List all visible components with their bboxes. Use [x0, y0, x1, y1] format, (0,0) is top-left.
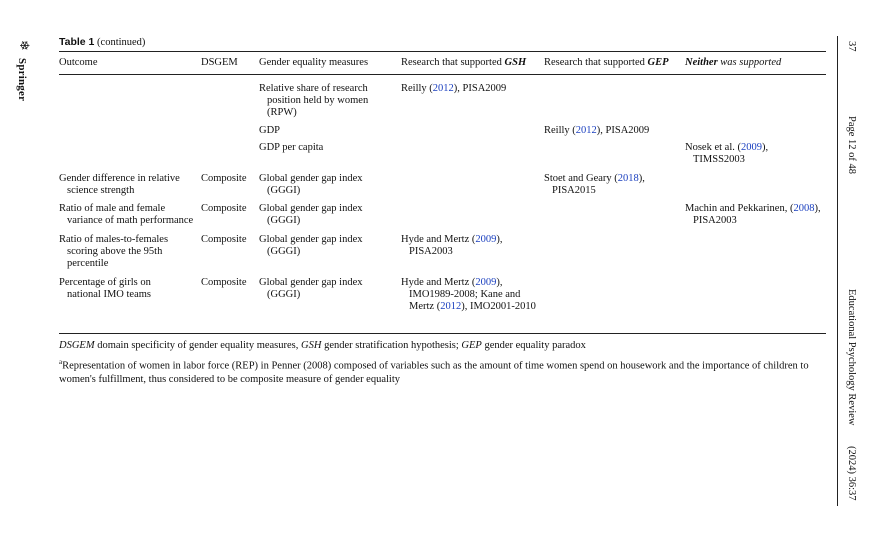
page-of: Page 12 of 48 [846, 116, 857, 175]
cite-text: Nosek et al. ( [685, 142, 741, 153]
table-row-1-gep [544, 125, 682, 137]
cite-year-link[interactable]: 2018 [617, 173, 639, 184]
cite-text: Hyde and Mertz ( [401, 234, 476, 245]
running-header [844, 36, 862, 506]
table-row-5-dsgem: Composite [201, 234, 247, 245]
abbreviation-note [59, 339, 829, 352]
cite-text: ), PISA2009 [453, 83, 507, 94]
journal-name: Educational Psychology Review [846, 289, 857, 426]
header-gsh-prefix: Research that supported [401, 57, 505, 68]
cite-year-link[interactable]: 2009 [740, 142, 762, 153]
header-neither-suffix: was supported [717, 57, 782, 68]
cite-text: ), IMO1989-2008; Kane and Mertz ( [409, 277, 521, 312]
table-row-3-outcome: Gender difference in relative science strength [59, 173, 180, 196]
table-row-4-measure: Global gender gap index (GGGI) [259, 203, 363, 226]
footnote-mark: a [59, 358, 63, 366]
table-row-5-gsh [401, 234, 534, 258]
def-gep: gender equality paradox [481, 340, 586, 351]
footnote-a [59, 356, 829, 386]
header-outcome: Outcome [59, 57, 98, 68]
header-gep-prefix: Research that supported [544, 57, 648, 68]
table-continued: (continued) [97, 37, 146, 48]
volume-info: (2024) 36:37 [846, 446, 857, 501]
header-gsh [401, 57, 526, 69]
table-row-3-dsgem: Composite [201, 173, 247, 184]
table-row-4-neither [685, 203, 823, 227]
publisher-name: Springer [16, 58, 28, 102]
header-neither-word: Neither [685, 57, 718, 68]
table-row-0-measure: Relative share of research position held by women (RPW) [259, 83, 369, 118]
table-row-6-dsgem: Composite [201, 277, 247, 288]
table-row-0-gsh [401, 83, 539, 95]
table-row-2-neither [685, 142, 793, 166]
table-top-rule [59, 51, 826, 52]
cite-text: ), PISA2003 [409, 234, 503, 257]
cite-text: Machin and Pekkarinen, ( [685, 203, 794, 214]
table-row-2-measure: GDP per capita [259, 142, 324, 153]
header-dsgem: DSGEM [201, 57, 238, 68]
cite-text: ), PISA2009 [596, 125, 650, 136]
cite-year-link[interactable]: 2009 [475, 234, 497, 245]
cite-year-link[interactable]: 2008 [793, 203, 815, 214]
cite-year-link[interactable]: 2012 [575, 125, 597, 136]
cite-year-link[interactable]: 2012 [440, 301, 462, 312]
table-caption [59, 36, 145, 48]
cite-text: Hyde and Mertz ( [401, 277, 476, 288]
header-gsh-abbr: GSH [504, 57, 527, 68]
cite-text: Stoet and Geary ( [544, 173, 618, 184]
table-row-5-measure: Global gender gap index (GGGI) [259, 234, 363, 257]
abbr-gsh: GSH [301, 340, 322, 351]
publisher-mark [16, 38, 34, 108]
cite-text: ), IMO2001-2010 [461, 301, 536, 312]
page-number: 37 [846, 41, 857, 52]
abbr-gep: GEP [461, 340, 482, 351]
cite-year-link[interactable]: 2012 [432, 83, 454, 94]
springer-logo-icon: ❄ [15, 40, 31, 51]
table-row-4-dsgem: Composite [201, 203, 247, 214]
margin-rule [837, 36, 838, 506]
header-gep-abbr: GEP [647, 57, 669, 68]
table-row-6-measure: Global gender gap index (GGGI) [259, 277, 363, 300]
def-dsgem: domain specificity of gender equality measures, [94, 340, 302, 351]
table-row-6-outcome: Percentage of girls on national IMO teams [59, 277, 151, 300]
table-header-rule [59, 74, 826, 75]
table-label: Table 1 [59, 36, 95, 48]
table-row-3-gep [544, 173, 672, 197]
cite-text: Reilly ( [401, 83, 433, 94]
table-row-5-outcome: Ratio of males-to-females scoring above the 95th percentile [59, 234, 169, 269]
table-row-6-gsh [401, 277, 547, 313]
table-bottom-rule [59, 333, 826, 334]
table-row-1-measure: GDP [259, 125, 281, 136]
def-gsh: gender stratification hypothesis; [321, 340, 462, 351]
header-gep [544, 57, 669, 69]
cite-text: ), PISA2015 [552, 173, 645, 196]
cite-text: ), PISA2003 [693, 203, 821, 226]
table-row-4-outcome: Ratio of male and female variance of math performance [59, 203, 194, 226]
header-neither [685, 57, 781, 69]
header-measures: Gender equality measures [259, 57, 369, 68]
cite-year-link[interactable]: 2009 [475, 277, 497, 288]
abbr-dsgem: DSGEM [59, 340, 95, 351]
cite-text: ), TIMSS2003 [693, 142, 769, 165]
cite-text: Reilly ( [544, 125, 576, 136]
table-row-3-measure: Global gender gap index (GGGI) [259, 173, 363, 196]
footnote-text: Representation of women in labor force (REP) in Penner (2008) composed of variables such as the amount of time women spend on housework and the importance of children to women's fulfillment, thus considered to be composite measure of gender equality [59, 360, 809, 385]
